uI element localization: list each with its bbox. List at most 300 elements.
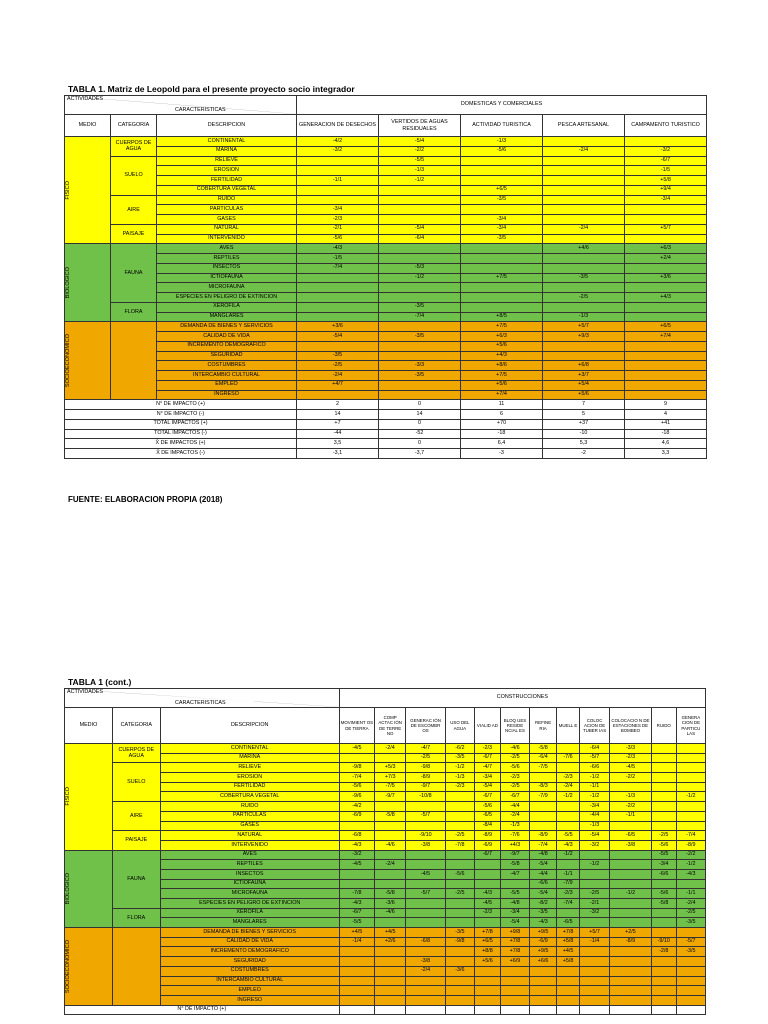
impact-cell bbox=[557, 802, 580, 812]
impact-cell: -5/6 bbox=[339, 782, 374, 792]
impact-cell: -6/4 bbox=[379, 234, 461, 244]
summary-value: 3,5 bbox=[297, 439, 379, 449]
impact-cell: -1/2 bbox=[676, 792, 705, 802]
impact-cell bbox=[651, 811, 676, 821]
description-cell: AVES bbox=[157, 244, 297, 254]
impact-cell bbox=[406, 995, 446, 1005]
summary-label: N° DE IMPACTO (-) bbox=[65, 410, 297, 420]
summary-label: X̄ DE IMPACTOS (-) bbox=[65, 449, 297, 459]
characteristics-label: CARACTERISTICAS bbox=[175, 106, 226, 113]
activity-column-header: VIALID AD bbox=[474, 708, 500, 744]
impact-cell: -1/4 bbox=[339, 937, 374, 947]
impact-cell bbox=[297, 293, 379, 303]
impact-cell bbox=[610, 879, 652, 889]
impact-cell bbox=[474, 995, 500, 1005]
category-cell: FLORA bbox=[112, 908, 160, 927]
impact-cell: -5/8 bbox=[375, 889, 406, 899]
impact-cell: +4/3 bbox=[461, 351, 543, 361]
impact-cell: +6/6 bbox=[530, 957, 557, 967]
description-cell: MARINA bbox=[157, 146, 297, 156]
summary-value: 0 bbox=[379, 400, 461, 410]
impact-cell bbox=[543, 166, 625, 176]
impact-cell bbox=[375, 879, 406, 889]
impact-cell: -1/5 bbox=[297, 254, 379, 264]
summary-value bbox=[610, 1005, 652, 1015]
impact-cell: +4/3 bbox=[500, 840, 529, 850]
impact-cell bbox=[557, 966, 580, 976]
impact-cell: -8/9 bbox=[474, 831, 500, 841]
impact-cell bbox=[339, 821, 374, 831]
leopold-matrix-table-1 bbox=[64, 95, 707, 459]
impact-cell: -1/1 bbox=[676, 889, 705, 899]
impact-cell bbox=[339, 995, 374, 1005]
activity-group-header: CONSTRUCCIONES bbox=[339, 689, 705, 708]
impact-cell bbox=[379, 351, 461, 361]
impact-cell bbox=[406, 821, 446, 831]
impact-cell: -9/7 bbox=[500, 850, 529, 860]
impact-cell: -8/9 bbox=[406, 773, 446, 783]
impact-cell bbox=[297, 283, 379, 293]
impact-cell bbox=[579, 947, 609, 957]
impact-cell: -1/4 bbox=[579, 937, 609, 947]
impact-cell: -2/1 bbox=[579, 899, 609, 909]
impact-cell bbox=[610, 782, 652, 792]
impact-cell: +5/3 bbox=[375, 763, 406, 773]
activities-label: ACTIVIDADES bbox=[67, 689, 103, 695]
description-cell: ICTIOFAUNA bbox=[157, 273, 297, 283]
impact-cell bbox=[676, 782, 705, 792]
description-cell: INCREMENTO DEMOGRAFICO bbox=[157, 341, 297, 351]
impact-cell: -4/2 bbox=[297, 137, 379, 147]
impact-cell bbox=[625, 283, 707, 293]
impact-cell: -7/4 bbox=[379, 312, 461, 322]
description-cell: INGRESO bbox=[157, 390, 297, 400]
activity-column-header: GENERA CION DE PARTICU LAS bbox=[676, 708, 705, 744]
impact-cell: -3/4 bbox=[651, 860, 676, 870]
impact-cell: -8/4 bbox=[474, 821, 500, 831]
impact-cell: -5/4 bbox=[579, 831, 609, 841]
description-cell: ESPECIES EN PELIGRO DE EXTINCION bbox=[160, 899, 339, 909]
impact-cell: -5/4 bbox=[530, 860, 557, 870]
impact-cell: -1/2 bbox=[557, 792, 580, 802]
description-cell: SEGURIDAD bbox=[157, 351, 297, 361]
activity-column-header: MUELL E bbox=[557, 708, 580, 744]
impact-cell bbox=[610, 918, 652, 928]
category-cell: AIRE bbox=[112, 802, 160, 831]
impact-cell: -5/7 bbox=[406, 811, 446, 821]
impact-cell: +5/6 bbox=[543, 390, 625, 400]
category-cell: PAISAJE bbox=[111, 224, 157, 244]
impact-cell: -1/2 bbox=[676, 860, 705, 870]
impact-cell: -6/7 bbox=[625, 156, 707, 166]
description-cell: REPTILES bbox=[160, 860, 339, 870]
impact-cell: -8/2 bbox=[530, 899, 557, 909]
summary-value: 11 bbox=[461, 400, 543, 410]
impact-cell: -3/5 bbox=[379, 371, 461, 381]
impact-cell bbox=[461, 293, 543, 303]
summary-value bbox=[500, 1005, 529, 1015]
impact-cell: -2/3 bbox=[500, 773, 529, 783]
description-cell: DEMANDA DE BIENES Y SERVICIOS bbox=[157, 322, 297, 332]
summary-value: +41 bbox=[625, 419, 707, 429]
impact-cell: -1/3 bbox=[543, 312, 625, 322]
summary-value: -18 bbox=[625, 429, 707, 439]
impact-cell: -3/5 bbox=[379, 302, 461, 312]
description-cell: COSTUMBRES bbox=[157, 361, 297, 371]
impact-cell: -6/7 bbox=[474, 792, 500, 802]
impact-cell: -2/5 bbox=[406, 753, 446, 763]
impact-cell: -3/4 bbox=[625, 195, 707, 205]
impact-cell: -3/3 bbox=[610, 744, 652, 754]
impact-cell: -9/8 bbox=[339, 763, 374, 773]
summary-value: -2 bbox=[543, 449, 625, 459]
summary-label: TOTAL IMPACTOS (-) bbox=[65, 429, 297, 439]
impact-cell: -5/6 bbox=[500, 763, 529, 773]
impact-cell: +7/4 bbox=[625, 332, 707, 342]
impact-cell: +9/5 bbox=[530, 928, 557, 938]
impact-cell bbox=[500, 976, 529, 986]
impact-cell bbox=[500, 986, 529, 996]
impact-cell: -3/2 bbox=[579, 908, 609, 918]
impact-cell bbox=[530, 966, 557, 976]
impact-cell: -7/4 bbox=[557, 899, 580, 909]
impact-cell: +3/6 bbox=[625, 273, 707, 283]
impact-cell bbox=[379, 322, 461, 332]
impact-cell: +9/8 bbox=[500, 928, 529, 938]
impact-cell: -5/4 bbox=[379, 224, 461, 234]
description-cell: INTERVENIDO bbox=[160, 840, 339, 850]
category-cell bbox=[112, 928, 160, 1006]
impact-cell: -1/1 bbox=[557, 869, 580, 879]
summary-value: -18 bbox=[461, 429, 543, 439]
impact-cell bbox=[543, 254, 625, 264]
impact-cell: -6/6 bbox=[651, 869, 676, 879]
description-cell: PARTICULAS bbox=[160, 811, 339, 821]
impact-cell bbox=[406, 879, 446, 889]
impact-cell: -4/5 bbox=[610, 763, 652, 773]
summary-value bbox=[474, 1005, 500, 1015]
impact-cell bbox=[406, 908, 446, 918]
impact-cell: -2/4 bbox=[375, 744, 406, 754]
impact-cell bbox=[543, 185, 625, 195]
impact-cell: -3/3 bbox=[379, 361, 461, 371]
impact-cell: +7/8 bbox=[500, 947, 529, 957]
impact-cell bbox=[651, 773, 676, 783]
impact-cell: -2/5 bbox=[579, 889, 609, 899]
impact-cell: -5/8 bbox=[651, 899, 676, 909]
impact-cell bbox=[651, 918, 676, 928]
impact-cell: +7/8 bbox=[500, 937, 529, 947]
impact-cell bbox=[445, 899, 474, 909]
impact-cell: -2/5 bbox=[445, 831, 474, 841]
impact-cell bbox=[625, 390, 707, 400]
impact-cell bbox=[543, 263, 625, 273]
impact-cell bbox=[445, 850, 474, 860]
impact-cell bbox=[375, 966, 406, 976]
impact-cell: -3/4 bbox=[474, 773, 500, 783]
impact-cell bbox=[379, 380, 461, 390]
impact-cell: -1/3 bbox=[461, 137, 543, 147]
impact-cell: -5/6 bbox=[651, 889, 676, 899]
category-cell: AIRE bbox=[111, 195, 157, 224]
summary-value: 3,3 bbox=[625, 449, 707, 459]
corner-header bbox=[65, 96, 297, 115]
impact-cell bbox=[406, 986, 446, 996]
impact-cell: -4/7 bbox=[500, 869, 529, 879]
impact-cell bbox=[543, 215, 625, 225]
corner-header bbox=[65, 689, 340, 708]
impact-cell: -2/4 bbox=[557, 782, 580, 792]
description-cell: CALIDAD DE VIDA bbox=[160, 937, 339, 947]
impact-cell: -2/2 bbox=[379, 146, 461, 156]
impact-cell bbox=[651, 966, 676, 976]
impact-cell bbox=[625, 137, 707, 147]
medio-header: MEDIO bbox=[65, 708, 113, 744]
impact-cell bbox=[625, 205, 707, 215]
impact-cell: -4/6 bbox=[375, 908, 406, 918]
description-cell: NATURAL bbox=[157, 224, 297, 234]
impact-cell: -6/6 bbox=[530, 879, 557, 889]
impact-cell bbox=[579, 976, 609, 986]
impact-cell bbox=[297, 273, 379, 283]
activity-column-header: ACTIVIDAD TURISTICA bbox=[461, 115, 543, 137]
impact-cell: -7/9 bbox=[530, 792, 557, 802]
impact-cell bbox=[651, 763, 676, 773]
impact-cell: -3/5 bbox=[297, 351, 379, 361]
impact-cell: -4/5 bbox=[406, 869, 446, 879]
impact-cell: -1/2 bbox=[610, 889, 652, 899]
impact-cell bbox=[610, 869, 652, 879]
summary-value: -3,7 bbox=[379, 449, 461, 459]
activity-column-header: REFINE RIA bbox=[530, 708, 557, 744]
impact-cell bbox=[579, 918, 609, 928]
impact-cell: -4/3 bbox=[339, 840, 374, 850]
impact-cell bbox=[445, 792, 474, 802]
activity-column-header: VERTIDOS DE AGUAS RESIDUALES bbox=[379, 115, 461, 137]
impact-cell: +3/6 bbox=[297, 322, 379, 332]
activity-column-header: CAMPAMENTO TURISTICO bbox=[625, 115, 707, 137]
impact-cell bbox=[676, 821, 705, 831]
impact-cell: -7/5 bbox=[530, 763, 557, 773]
impact-cell: -1/5 bbox=[625, 166, 707, 176]
description-cell: DEMANDA DE BIENES Y SERVICIOS bbox=[160, 928, 339, 938]
impact-cell bbox=[676, 744, 705, 754]
impact-cell: +4/5 bbox=[557, 947, 580, 957]
activity-column-header: GENERAC IÓN DE ESCOMBR OS bbox=[406, 708, 446, 744]
description-cell: GASES bbox=[160, 821, 339, 831]
impact-cell: -2/3 bbox=[557, 889, 580, 899]
impact-cell bbox=[461, 283, 543, 293]
impact-cell: -3/2 bbox=[297, 146, 379, 156]
impact-cell: -4/3 bbox=[297, 244, 379, 254]
impact-cell bbox=[557, 995, 580, 1005]
impact-cell bbox=[651, 879, 676, 889]
impact-cell: -3/5 bbox=[676, 918, 705, 928]
description-cell: EMPLEO bbox=[160, 986, 339, 996]
impact-cell: -6/7 bbox=[339, 908, 374, 918]
activity-column-header: COLOC ACION DE TUBER IAS bbox=[579, 708, 609, 744]
impact-cell: -3/8 bbox=[610, 840, 652, 850]
impact-cell: -3/5 bbox=[530, 908, 557, 918]
impact-cell: -2/5 bbox=[297, 361, 379, 371]
impact-cell bbox=[474, 879, 500, 889]
impact-cell bbox=[625, 380, 707, 390]
description-cell: INTERCAMBIO CULTURAL bbox=[157, 371, 297, 381]
impact-cell: -5/7 bbox=[676, 937, 705, 947]
impact-cell: +5/7 bbox=[543, 322, 625, 332]
impact-cell: -6/4 bbox=[579, 744, 609, 754]
description-cell: CALIDAD DE VIDA bbox=[157, 332, 297, 342]
impact-cell bbox=[445, 821, 474, 831]
impact-cell bbox=[445, 947, 474, 957]
impact-cell bbox=[676, 995, 705, 1005]
impact-cell: -9/10 bbox=[651, 937, 676, 947]
impact-cell: +6/5 bbox=[474, 937, 500, 947]
impact-cell bbox=[557, 744, 580, 754]
impact-cell: +7/4 bbox=[461, 390, 543, 400]
impact-cell: -3/8 bbox=[406, 840, 446, 850]
impact-cell: -2/5 bbox=[500, 782, 529, 792]
impact-cell: -4/5 bbox=[339, 744, 374, 754]
impact-cell bbox=[579, 995, 609, 1005]
summary-value: +7 bbox=[297, 419, 379, 429]
impact-cell: -7/6 bbox=[557, 753, 580, 763]
impact-cell bbox=[375, 831, 406, 841]
impact-cell: -3/6 bbox=[375, 899, 406, 909]
impact-cell: -2/4 bbox=[676, 899, 705, 909]
impact-cell: -3/4 bbox=[297, 205, 379, 215]
impact-cell: -4/6 bbox=[375, 840, 406, 850]
impact-cell bbox=[297, 302, 379, 312]
description-cell: CONTINENTAL bbox=[157, 137, 297, 147]
impact-cell: +5/7 bbox=[625, 224, 707, 234]
impact-cell: +6/5 bbox=[625, 322, 707, 332]
summary-value: 5 bbox=[543, 410, 625, 420]
impact-cell: -3/4 bbox=[500, 908, 529, 918]
impact-cell: -7/6 bbox=[500, 831, 529, 841]
impact-cell bbox=[530, 802, 557, 812]
impact-cell: -6/4 bbox=[530, 753, 557, 763]
impact-cell bbox=[543, 137, 625, 147]
impact-cell bbox=[557, 908, 580, 918]
impact-cell bbox=[651, 928, 676, 938]
impact-cell bbox=[474, 869, 500, 879]
impact-cell: -5/7 bbox=[406, 889, 446, 899]
impact-cell: -7/4 bbox=[297, 263, 379, 273]
impact-cell: -3/5 bbox=[461, 195, 543, 205]
impact-cell bbox=[375, 850, 406, 860]
impact-cell: +5/7 bbox=[579, 928, 609, 938]
description-cell: NATURAL bbox=[160, 831, 339, 841]
category-cell: SUELO bbox=[112, 763, 160, 802]
impact-cell bbox=[379, 244, 461, 254]
impact-cell: -5/4 bbox=[474, 782, 500, 792]
impact-cell bbox=[676, 811, 705, 821]
impact-cell: -2/3 bbox=[297, 215, 379, 225]
impact-cell bbox=[651, 908, 676, 918]
impact-cell: -3/8 bbox=[406, 957, 446, 967]
impact-cell: -2/4 bbox=[297, 371, 379, 381]
impact-cell: -6/5 bbox=[474, 811, 500, 821]
impact-cell: +7/3 bbox=[375, 773, 406, 783]
summary-value: 5,3 bbox=[543, 439, 625, 449]
leopold-matrix-table-2 bbox=[64, 688, 706, 1015]
impact-cell: +5/6 bbox=[461, 380, 543, 390]
impact-cell: -4/4 bbox=[579, 811, 609, 821]
impact-cell: -4/3 bbox=[530, 918, 557, 928]
impact-cell: -5/6 bbox=[651, 840, 676, 850]
impact-cell bbox=[676, 763, 705, 773]
impact-cell: -4/3 bbox=[474, 889, 500, 899]
impact-cell: +2/4 bbox=[625, 254, 707, 264]
summary-value: 0 bbox=[379, 439, 461, 449]
summary-value bbox=[676, 1005, 705, 1015]
impact-cell: -4/4 bbox=[500, 802, 529, 812]
category-cell: PAISAJE bbox=[112, 831, 160, 850]
medio-cell: SOCIOECONOMICO bbox=[65, 928, 113, 1006]
summary-value: 2 bbox=[297, 400, 379, 410]
impact-cell: -9/10 bbox=[406, 831, 446, 841]
impact-cell bbox=[625, 234, 707, 244]
impact-cell: -7/8 bbox=[339, 889, 374, 899]
description-cell: EROSION bbox=[157, 166, 297, 176]
impact-cell bbox=[530, 995, 557, 1005]
descripcion-header: DESCRIPCION bbox=[160, 708, 339, 744]
category-cell: FAUNA bbox=[111, 244, 157, 303]
impact-cell bbox=[379, 390, 461, 400]
impact-cell bbox=[610, 899, 652, 909]
impact-cell: +6/9 bbox=[500, 957, 529, 967]
summary-value bbox=[406, 1005, 446, 1015]
impact-cell: +4/5 bbox=[375, 928, 406, 938]
impact-cell: -10/8 bbox=[406, 792, 446, 802]
impact-cell: -1/3 bbox=[500, 821, 529, 831]
impact-cell bbox=[579, 986, 609, 996]
impact-cell bbox=[339, 957, 374, 967]
impact-cell bbox=[676, 957, 705, 967]
impact-cell bbox=[579, 966, 609, 976]
impact-cell bbox=[406, 976, 446, 986]
summary-value: 14 bbox=[297, 410, 379, 420]
summary-value bbox=[445, 1005, 474, 1015]
impact-cell: -5/6 bbox=[445, 869, 474, 879]
impact-cell: -4/4 bbox=[530, 869, 557, 879]
impact-cell bbox=[297, 185, 379, 195]
impact-cell: +5/8 bbox=[557, 957, 580, 967]
impact-cell: -6/8 bbox=[406, 937, 446, 947]
medio-cell: BIOLOGICO bbox=[65, 850, 113, 928]
description-cell: SEGURIDAD bbox=[160, 957, 339, 967]
impact-cell bbox=[297, 312, 379, 322]
description-cell: RELIEVE bbox=[157, 156, 297, 166]
impact-cell bbox=[339, 879, 374, 889]
description-cell: MICROFAUNA bbox=[160, 889, 339, 899]
impact-cell: -7/4 bbox=[530, 840, 557, 850]
description-cell: MARINA bbox=[160, 753, 339, 763]
summary-value: 4 bbox=[625, 410, 707, 420]
impact-cell bbox=[406, 918, 446, 928]
impact-cell bbox=[543, 176, 625, 186]
impact-cell: -2/4 bbox=[500, 811, 529, 821]
impact-cell bbox=[651, 744, 676, 754]
impact-cell bbox=[379, 205, 461, 215]
impact-cell bbox=[625, 302, 707, 312]
summary-value: -52 bbox=[379, 429, 461, 439]
impact-cell: -5/4 bbox=[297, 332, 379, 342]
impact-cell: +7/5 bbox=[461, 371, 543, 381]
impact-cell: -5/3 bbox=[379, 263, 461, 273]
impact-cell bbox=[543, 283, 625, 293]
